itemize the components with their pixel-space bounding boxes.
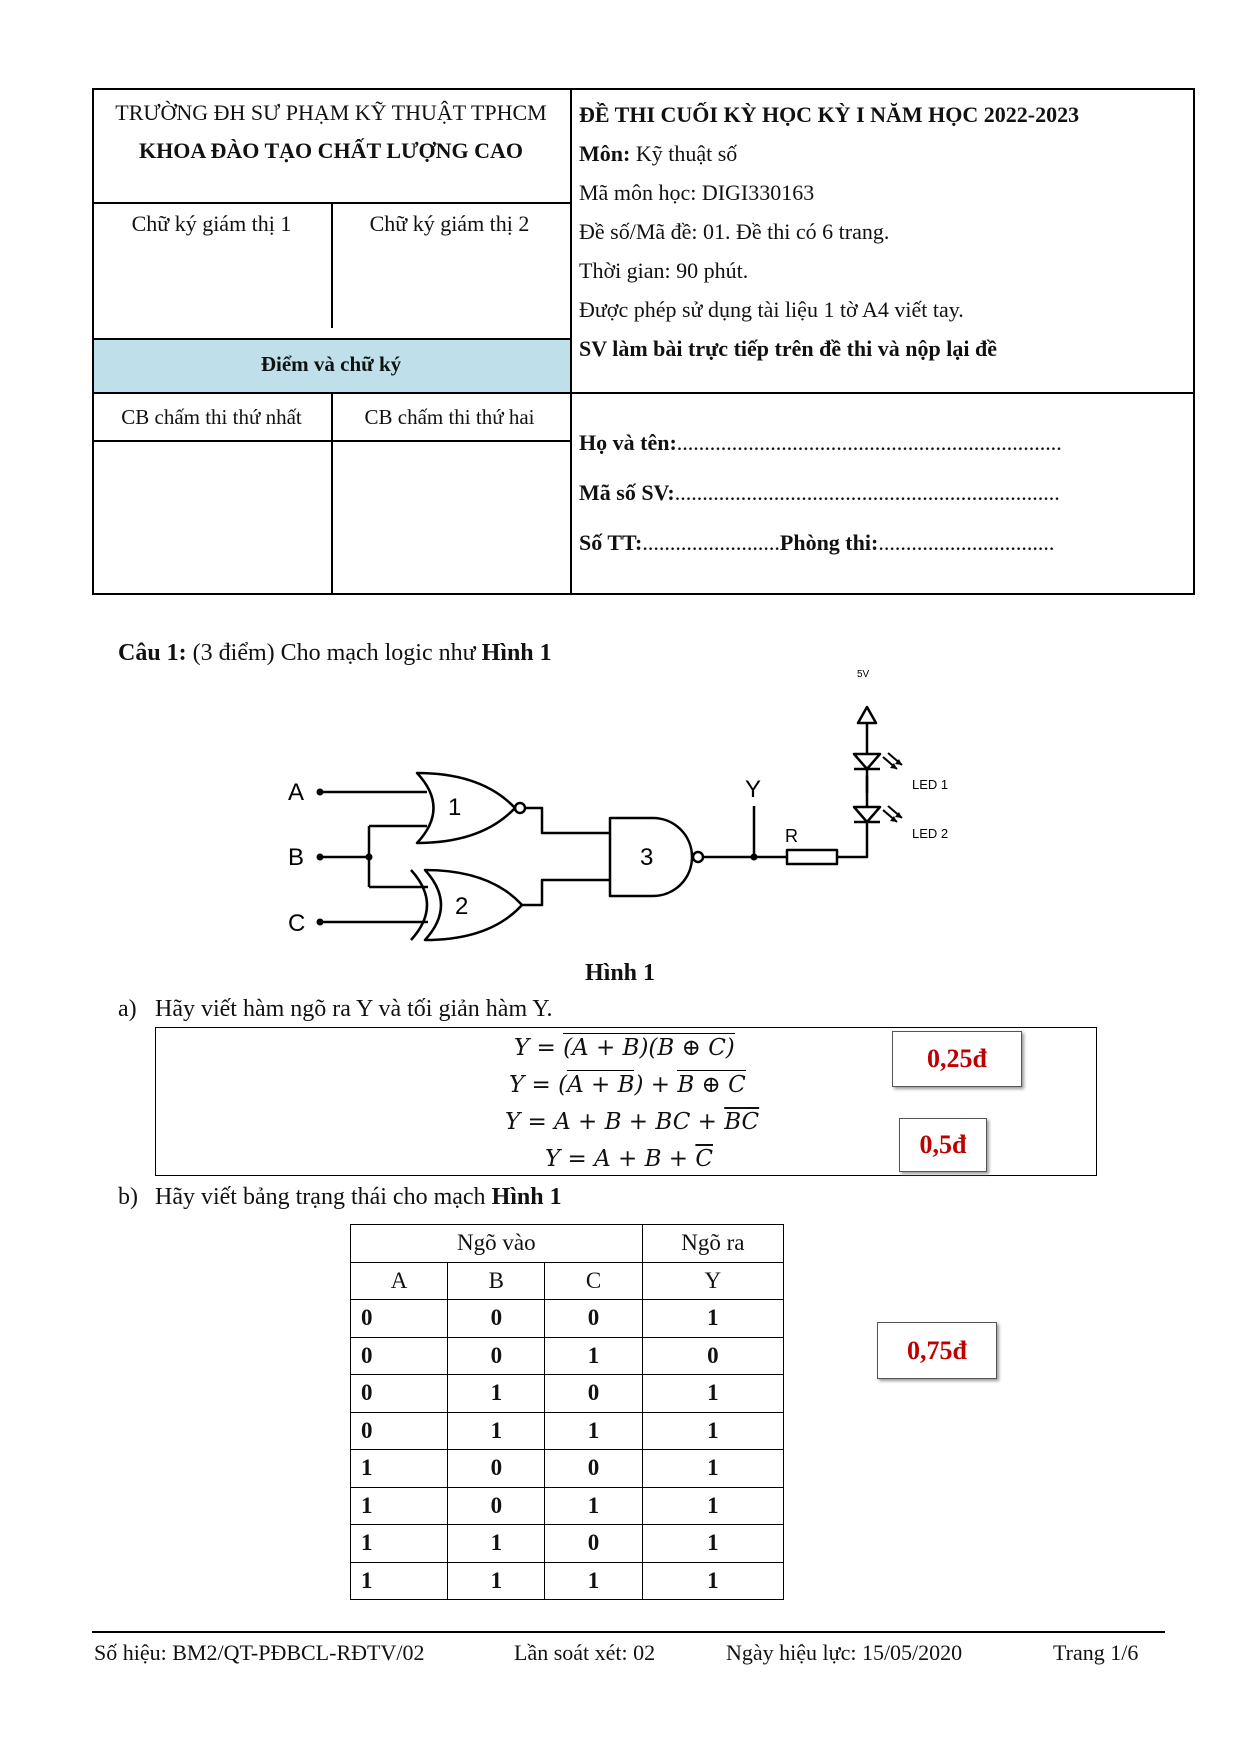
name-label: Họ và tên:: [579, 430, 677, 455]
score-badge-a1: 0,25đ: [892, 1031, 1022, 1087]
output-header: Ngõ ra: [642, 1225, 783, 1263]
cell: 1: [448, 1375, 545, 1413]
subject-value: Kỹ thuật số: [630, 141, 738, 166]
question1-label: Câu 1:: [118, 640, 187, 666]
nor-gate-1-bubble: [515, 803, 525, 813]
cell: 1: [642, 1375, 783, 1413]
equation-2: Y = (A + B) + B ⊕ C: [509, 1072, 746, 1098]
input-c-dot: [317, 919, 324, 926]
subject-line: [579, 141, 737, 167]
table-row: [351, 1375, 784, 1413]
input-b-dot: [317, 854, 324, 861]
col-header-a: A: [351, 1262, 448, 1300]
score-badge-b: 0,75đ: [877, 1322, 997, 1379]
xor-gate-2-extra-arc: [411, 870, 427, 940]
grader1-label: CB chấm thi thứ nhất: [121, 405, 302, 429]
cell: 1: [642, 1450, 783, 1488]
cell: 1: [545, 1337, 642, 1375]
table-row: [351, 1487, 784, 1525]
cell: 1: [351, 1525, 448, 1563]
student-id-label: Mã số SV:: [579, 480, 675, 505]
cell: 1: [351, 1450, 448, 1488]
figure-caption: Hình 1: [584, 960, 656, 986]
resistor: [787, 850, 837, 864]
part-b-prefix: b): [118, 1184, 138, 1210]
part-a-text: Hãy viết hàm ngõ ra Y và tối giản hàm Y.: [155, 996, 553, 1022]
proctor2-label: Chữ ký giám thị 2: [369, 211, 530, 236]
cell: 1: [351, 1487, 448, 1525]
grader2-label: CB chấm thi thứ hai: [364, 405, 535, 429]
cell: 0: [448, 1450, 545, 1488]
cell: 1: [448, 1525, 545, 1563]
footer-doc-code: Số hiệu: BM2/QT-PĐBCL-RĐTV/02: [94, 1640, 425, 1665]
cell: 1: [545, 1562, 642, 1600]
exam-code: Đề số/Mã đề: 01. Đề thi có 6 trang.: [579, 219, 890, 244]
col-header-y: Y: [642, 1262, 783, 1300]
cell: 0: [351, 1375, 448, 1413]
course-code: Mã môn học: DIGI330163: [579, 180, 815, 205]
cell: 1: [545, 1412, 642, 1450]
order-label: Số TT:: [579, 530, 643, 555]
name-dots: ......................................................................: [676, 430, 1062, 455]
supply-arrow: [858, 707, 876, 723]
table-row: [351, 1450, 784, 1488]
label-input-a: A: [288, 779, 305, 806]
faculty-name: KHOA ĐÀO TẠO CHẤT LƯỢNG CAO: [138, 138, 524, 163]
footer-revision: Lần soát xét: 02: [514, 1640, 656, 1665]
led1: [854, 754, 880, 769]
order-dots: .........................: [642, 530, 780, 555]
label-input-b: B: [288, 844, 305, 871]
table-row: [351, 1262, 784, 1300]
exam-title: ĐỀ THI CUỐI KỲ HỌC KỲ I NĂM HỌC 2022-2023: [579, 102, 1080, 127]
cell: 1: [642, 1562, 783, 1600]
label-gate-3: 3: [640, 844, 654, 871]
name-field[interactable]: [579, 430, 1062, 456]
label-resistor: R: [785, 826, 798, 846]
question1-heading: [118, 640, 552, 667]
cell: 0: [351, 1337, 448, 1375]
cell: 0: [642, 1337, 783, 1375]
cell: 0: [545, 1300, 642, 1338]
footer-rule: [92, 1631, 1165, 1633]
equation-3: Y = A + B + BC + $\overline{B}\overline{C}$: [505, 1109, 760, 1135]
part-b-fig-ref: Hình 1: [491, 1184, 562, 1210]
led2: [854, 807, 880, 822]
cell: 0: [448, 1300, 545, 1338]
room-dots: ................................: [878, 530, 1055, 555]
table-row: [351, 1337, 784, 1375]
subject-label: Môn:: [579, 141, 631, 166]
table-row: [351, 1412, 784, 1450]
label-supply: 5V: [857, 669, 870, 680]
instruction: SV làm bài trực tiếp trên đề thi và nộp lại đề: [579, 336, 997, 361]
proctor1-label: Chữ ký giám thị 1: [131, 211, 292, 236]
cell: 0: [545, 1375, 642, 1413]
cell: 0: [448, 1337, 545, 1375]
materials: Được phép sử dụng tài liệu 1 tờ A4 viết tay.: [579, 297, 964, 322]
order-room-field[interactable]: [579, 530, 1054, 556]
table-row: [351, 1562, 784, 1600]
nor-gate-1: [417, 773, 515, 843]
label-led2: LED 2: [912, 826, 949, 841]
footer-page-number: Trang 1/6: [1053, 1640, 1139, 1665]
truth-table: [350, 1224, 784, 1600]
duration: Thời gian: 90 phút.: [579, 258, 749, 283]
label-gate-1: 1: [448, 794, 462, 821]
cell: 1: [448, 1412, 545, 1450]
col-header-c: C: [545, 1262, 642, 1300]
cell: 1: [642, 1412, 783, 1450]
table-row: [351, 1525, 784, 1563]
table-row: [351, 1300, 784, 1338]
equation-4: $Y = A + B + \overline{C}$: [545, 1146, 713, 1172]
input-a-dot: [317, 789, 324, 796]
junction-y: [751, 854, 758, 861]
score-badge-a2: 0,5đ: [899, 1118, 987, 1172]
room-label: Phòng thi:: [779, 530, 879, 555]
table-row: [351, 1225, 784, 1263]
cell: 1: [642, 1525, 783, 1563]
label-led1: LED 1: [912, 777, 949, 792]
cell: 1: [448, 1562, 545, 1600]
cell: 0: [351, 1300, 448, 1338]
cell: 1: [642, 1487, 783, 1525]
equation-1: Y = (A + B)(B ⊕ C): [514, 1035, 735, 1061]
cell: 0: [351, 1412, 448, 1450]
cell: 1: [351, 1562, 448, 1600]
cell: 0: [545, 1450, 642, 1488]
logic-circuit-figure: [270, 665, 990, 950]
footer-effective-date: Ngày hiệu lực: 15/05/2020: [726, 1640, 963, 1665]
label-output-y: Y: [745, 776, 762, 803]
cell: 1: [545, 1487, 642, 1525]
part-b-text: Hãy viết bảng trạng thái cho mạch: [155, 1184, 492, 1210]
input-header: Ngõ vào: [351, 1225, 643, 1263]
part-b-line: [155, 1184, 562, 1211]
question1-text: (3 điểm) Cho mạch logic như: [186, 640, 482, 666]
col-header-b: B: [448, 1262, 545, 1300]
student-id-dots: ......................................................................: [674, 480, 1060, 505]
nand-gate-3-bubble: [693, 852, 703, 862]
label-gate-2: 2: [455, 893, 469, 920]
label-input-c: C: [288, 910, 306, 937]
xor-gate-2: [425, 870, 522, 940]
cell: 1: [642, 1300, 783, 1338]
score-sign-label: Điểm và chữ ký: [260, 352, 402, 376]
cell: 0: [448, 1487, 545, 1525]
question1-fig-ref: Hình 1: [481, 640, 552, 666]
student-id-field[interactable]: [579, 480, 1060, 506]
school-name: TRƯỜNG ĐH SƯ PHẠM KỸ THUẬT TPHCM: [115, 100, 547, 125]
part-a-prefix: a): [118, 996, 137, 1022]
cell: 0: [545, 1525, 642, 1563]
junction-b: [366, 854, 373, 861]
